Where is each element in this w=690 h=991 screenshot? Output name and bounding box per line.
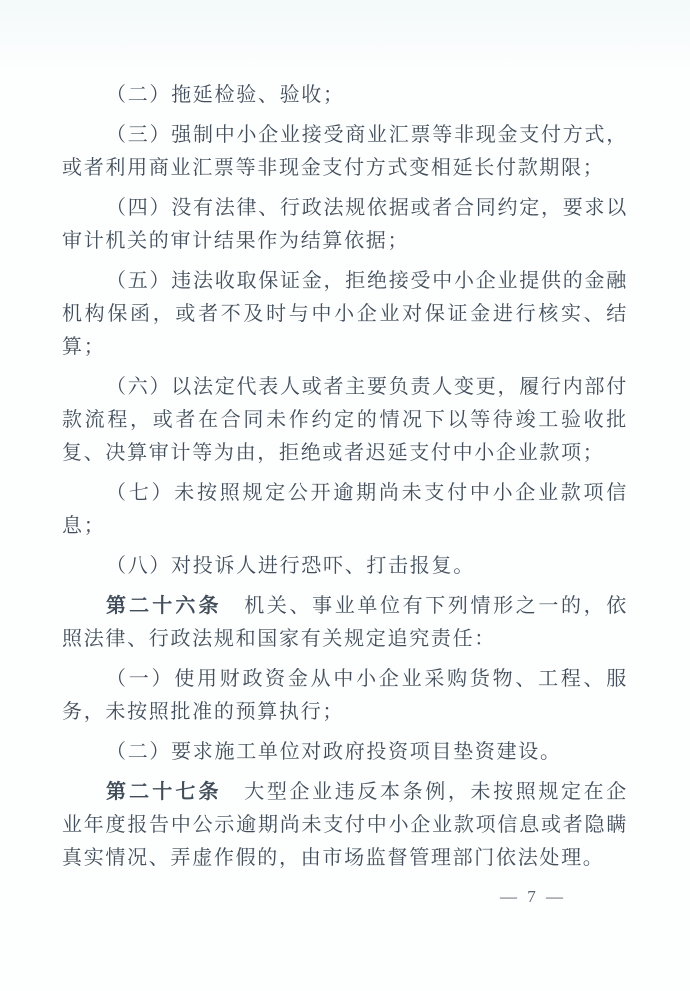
paragraph-text: 机关、事业单位有下列情形之一的，依照法律、行政法规和国家有关规定追究责任：	[62, 595, 628, 650]
para-item-3	[62, 119, 628, 185]
paragraph-text: （七）未按照规定公开逾期尚未支付中小企业款项信息；	[62, 482, 628, 537]
page-number: — 7 —	[500, 887, 566, 906]
scan-bleed-artifact	[0, 0, 690, 70]
paragraph-text: （二）拖延检验、验收；	[106, 84, 345, 106]
para-item-7	[62, 477, 628, 543]
para-article-26-item-2	[62, 736, 628, 769]
paragraph-text: （五）违法收取保证金，拒绝接受中小企业提供的金融机构保函，或者不及时与中小企业对保证金进行核实、结算；	[62, 270, 628, 358]
paragraph-text: （一）使用财政资金从中小企业采购货物、工程、服务，未按照批准的预算执行；	[62, 668, 628, 723]
paragraph-text: （八）对投诉人进行恐吓、打击报复。	[106, 555, 475, 577]
para-item-2	[62, 79, 628, 112]
paragraph-text: 大型企业违反本条例，未按照规定在企业年度报告中公示逾期尚未支付中小企业款项信息或者隐瞒真实情况、弄虚作假的，由市场监督管理部门依法处理。	[62, 781, 628, 869]
paragraph-text: （二）要求施工单位对政府投资项目垫资建设。	[106, 741, 562, 763]
article-27-number: 第二十七条	[106, 781, 222, 803]
para-article-26-item-1	[62, 663, 628, 729]
paragraph-text: （四）没有法律、行政法规依据或者合同约定，要求以审计机关的审计结果作为结算依据；	[62, 197, 628, 252]
article-26-number: 第二十六条	[106, 595, 222, 617]
para-item-6	[62, 371, 628, 470]
para-article-27	[62, 776, 628, 875]
para-item-5	[62, 265, 628, 364]
para-item-8	[62, 550, 628, 583]
para-item-4	[62, 192, 628, 258]
document-body	[62, 79, 628, 875]
para-article-26	[62, 590, 628, 656]
paragraph-text: （三）强制中小企业接受商业汇票等非现金支付方式，或者利用商业汇票等非现金支付方式变相延长付款期限；	[62, 124, 628, 179]
paragraph-text: （六）以法定代表人或者主要负责人变更，履行内部付款流程，或者在合同未作约定的情况下以等待竣工验收批复、决算审计等为由，拒绝或者迟延支付中小企业款项；	[62, 376, 628, 464]
